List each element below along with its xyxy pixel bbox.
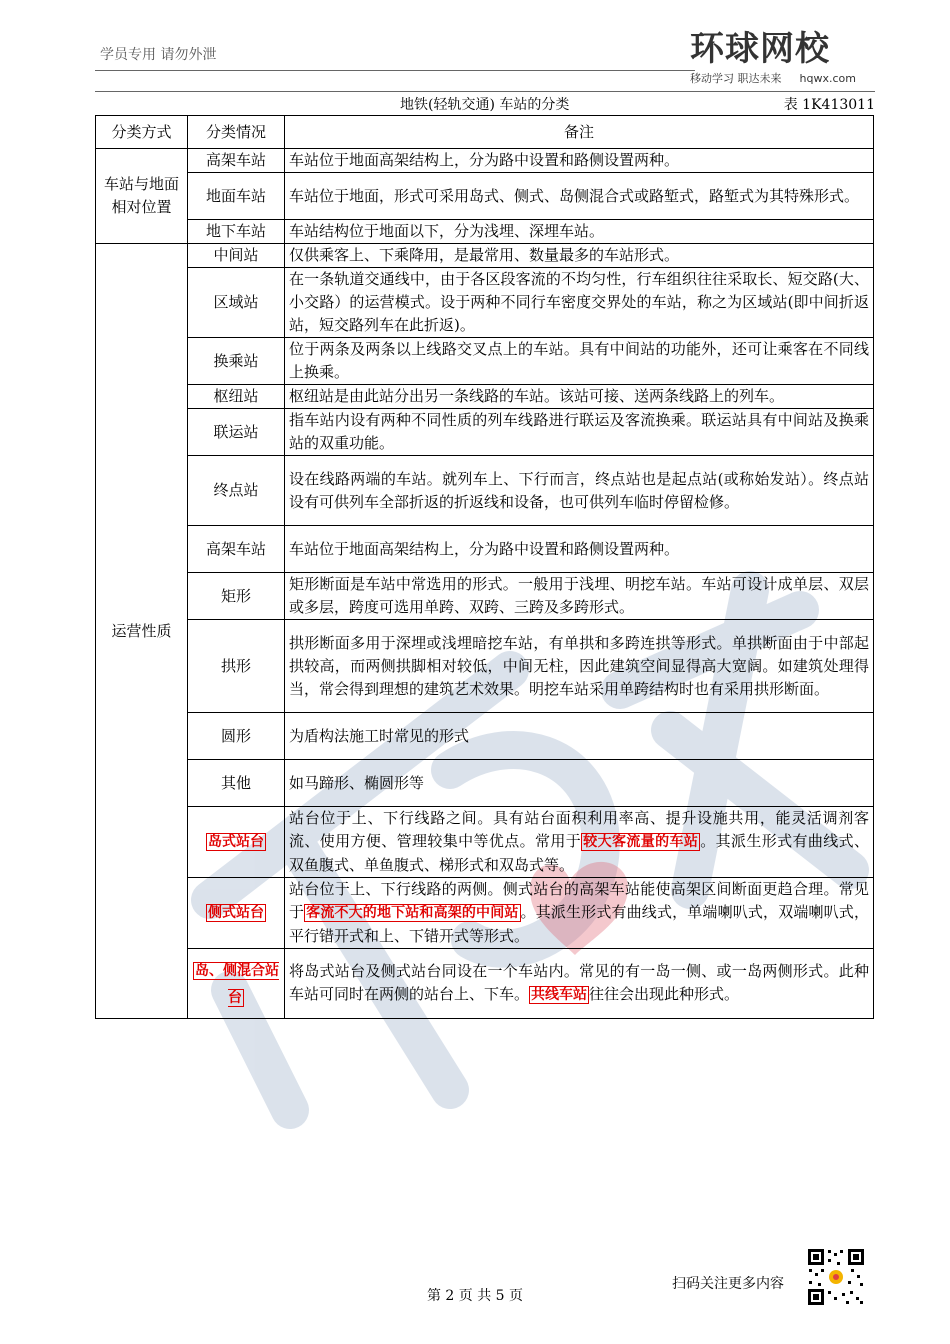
table-caption xyxy=(95,94,875,114)
note-cell: 矩形断面是车站中常选用的形式。一般用于浅埋、明挖车站。车站可设计成单层、双层或多层，跨度可选用单跨、双跨、三跨及多跨形式。 xyxy=(285,573,874,620)
highlighted-subcategory: 岛式站台 xyxy=(208,834,264,850)
station-classification-table xyxy=(95,115,874,1019)
subcategory-cell: 其他 xyxy=(188,760,285,807)
subcategory-cell: 高架车站 xyxy=(188,149,285,173)
table-row xyxy=(96,620,874,713)
note-text: 。其派生形式有曲线式、双鱼腹式、单鱼腹式、梯形式和双岛式等。 xyxy=(289,832,869,874)
subcategory-cell: 枢纽站 xyxy=(188,385,285,409)
category-cell: 车站与地面相对位置 xyxy=(96,149,188,244)
note-text: 。其派生形式有曲线式，单端喇叭式，双端喇叭式，平行错开式和上、下错开式等形式。 xyxy=(289,903,869,945)
header-cell-method: 分类方式 xyxy=(96,116,188,149)
highlighted-note: 客流不大的地下站和高架的中间站 xyxy=(306,905,519,921)
header-cell-note: 备注 xyxy=(285,116,874,149)
table-row xyxy=(96,760,874,807)
page-number: 第 2 页 共 5 页 xyxy=(426,1288,524,1304)
confidential-notice: 学员专用 请勿外泄 xyxy=(100,47,217,63)
note-text: 往往会出现此种形式。 xyxy=(589,985,740,1003)
highlighted-note: 较大客流量的车站 xyxy=(583,834,699,850)
note-cell: 仅供乘客上、下乘降用，是最常用、数量最多的车站形式。 xyxy=(285,244,874,268)
table-row xyxy=(96,573,874,620)
highlighted-subcategory: 岛、侧混合站台 xyxy=(195,962,279,1006)
subcategory-cell xyxy=(188,807,285,878)
note-cell: 如马蹄形、椭圆形等 xyxy=(285,760,874,807)
table-row xyxy=(96,456,874,526)
subcategory-cell: 联运站 xyxy=(188,409,285,456)
note-cell: 车站位于地面高架结构上，分为路中设置和路侧设置两种。 xyxy=(285,149,874,173)
subcategory-cell: 换乘站 xyxy=(188,338,285,385)
table-row xyxy=(96,409,874,456)
note-cell: 车站位于地面，形式可采用岛式、侧式、岛侧混合式或路堑式，路堑式为其特殊形式。 xyxy=(285,173,874,220)
note-cell: 车站位于地面高架结构上，分为路中设置和路侧设置两种。 xyxy=(285,526,874,573)
table-row xyxy=(96,949,874,1019)
note-cell: 为盾构法施工时常见的形式 xyxy=(285,713,874,760)
subcategory-cell: 地下车站 xyxy=(188,220,285,244)
note-cell: 枢纽站是由此站分出另一条线路的车站。该站可接、送两条线路上的列车。 xyxy=(285,385,874,409)
brand-logo xyxy=(690,30,870,90)
category-cell: 运营性质 xyxy=(96,244,188,1019)
note-cell: 在一条轨道交通线中，由于各区段客流的不均匀性，行车组织往往采取长、短交路(大、小交路）的运营模式。设于两种不同行车密度交界处的车站，称之为区域站(即中间折返站，短交路列车在此折返)。 xyxy=(285,268,874,338)
subcategory-cell xyxy=(188,949,285,1019)
note-cell: 位于两条及两条以上线路交叉点上的车站。具有中间站的功能外，还可让乘客在不同线上换乘。 xyxy=(285,338,874,385)
header-divider-lower xyxy=(95,91,875,92)
note-cell xyxy=(285,807,874,878)
scan-prompt: 扫码关注更多内容 xyxy=(672,1276,784,1292)
table-title: 地铁(轻轨交通) 车站的分类 xyxy=(400,97,570,113)
header-divider xyxy=(95,70,695,71)
note-cell: 拱形断面多用于深埋或浅埋暗挖车站，有单拱和多跨连拱等形式。单拱断面由于中部起拱较高，而两侧拱脚相对较低，中间无柱，因此建筑空间显得高大宽阔。如建筑处理得当，常会得到理想的建筑艺术效果。明挖车站采用单跨结构时也有采用拱形断面。 xyxy=(285,620,874,713)
table-row xyxy=(96,244,874,268)
table-row xyxy=(96,807,874,878)
subcategory-cell: 区域站 xyxy=(188,268,285,338)
table-row xyxy=(96,220,874,244)
subcategory-cell: 矩形 xyxy=(188,573,285,620)
note-text: 站台位于上、下行线路之间。具有站台面积利用率高、提升设施共用，能灵活调剂客流、使用方便、管理较集中等优点。常用于 xyxy=(289,809,869,850)
logo-subline xyxy=(690,70,870,86)
note-cell: 车站结构位于地面以下，分为浅埋、深埋车站。 xyxy=(285,220,874,244)
note-cell: 设在线路两端的车站。就列车上、下行而言，终点站也是起点站(或称始发站）。终点站设有可供列车全部折返的折返线和设备，也可供列车临时停留检修。 xyxy=(285,456,874,526)
logo-url: hqwx.com xyxy=(799,72,856,85)
table-row xyxy=(96,878,874,949)
highlighted-note: 共线车站 xyxy=(531,987,588,1003)
table-row xyxy=(96,149,874,173)
logo-slogan: 移动学习 职达未来 xyxy=(690,72,782,85)
subcategory-cell: 中间站 xyxy=(188,244,285,268)
subcategory-cell: 拱形 xyxy=(188,620,285,713)
header-row xyxy=(96,116,874,149)
table-row xyxy=(96,526,874,573)
header-cell-case: 分类情况 xyxy=(188,116,285,149)
table-row xyxy=(96,338,874,385)
logo-text: 环球网校 xyxy=(690,29,830,69)
table-row xyxy=(96,713,874,760)
note-cell xyxy=(285,878,874,949)
subcategory-cell: 圆形 xyxy=(188,713,285,760)
qr-code-icon[interactable] xyxy=(806,1247,866,1307)
subcategory-cell xyxy=(188,878,285,949)
note-text: 站台位于上、下行线路的两侧。侧式站台的高架车站能使高架区间断面更趋合理。常见于 xyxy=(289,880,869,921)
subcategory-cell: 终点站 xyxy=(188,456,285,526)
table-reference: 表 1K413011 xyxy=(783,97,875,113)
subcategory-cell: 地面车站 xyxy=(188,173,285,220)
note-cell: 指车站内设有两种不同性质的列车线路进行联运及客流换乘。联运站具有中间站及换乘站的双重功能。 xyxy=(285,409,874,456)
highlighted-subcategory: 侧式站台 xyxy=(208,905,264,921)
note-cell xyxy=(285,949,874,1019)
table-row xyxy=(96,173,874,220)
table-row xyxy=(96,268,874,338)
note-text: 将岛式站台及侧式站台同设在一个车站内。常见的有一岛一侧、或一岛两侧形式。此种车站可同时在两侧的站台上、下车。 xyxy=(289,962,869,1003)
table-row xyxy=(96,385,874,409)
subcategory-cell: 高架车站 xyxy=(188,526,285,573)
